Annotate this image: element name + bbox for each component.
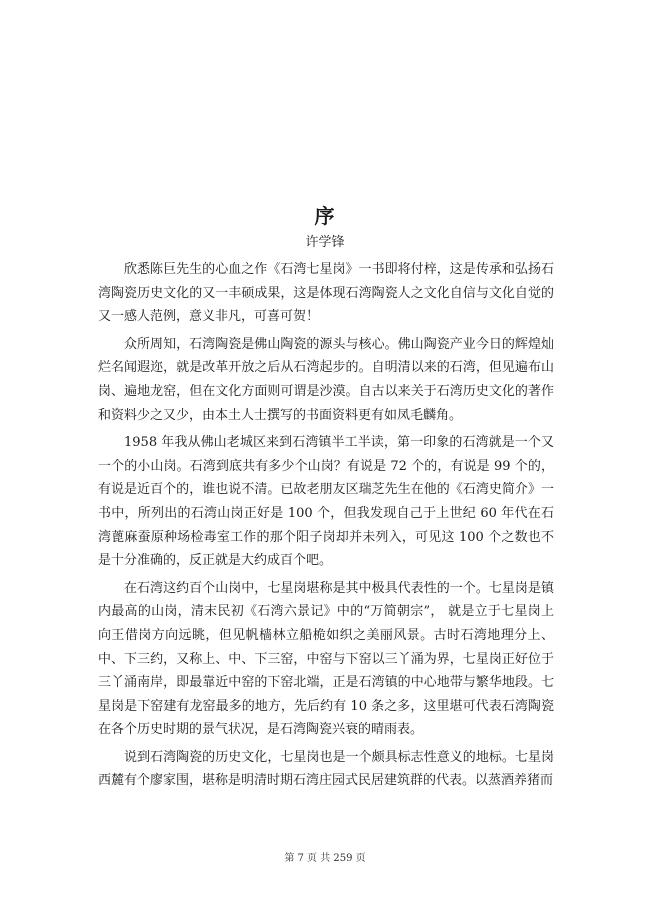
paragraph: 众所周知，石湾陶瓷是佛山陶瓷的源头与核心。佛山陶瓷产业今日的辉煌灿烂名闻遐迩，就是改革开放之后从石湾起步的。自明清以来的石湾，但见遍布山岗、遍地龙窑，但在文化方面则可谓是沙漠。自古以来关于石湾历史文化的著作和资料少之又少，由本土人士撰写的书面资料更有如凤毛麟角。 — [98, 336, 554, 423]
page-title: 序 — [314, 204, 336, 228]
paragraph: 欣悉陈巨先生的心血之作《石湾七星岗》一书即将付梓，这是传承和弘扬石湾陶瓷历史文化的又一丰硕成果，这是体现石湾陶瓷人之文化自信与文化自觉的又一感人范例，意义非凡，可喜可贺！ — [98, 262, 554, 325]
body-text — [98, 258, 554, 797]
page-number-footer: 第 7 页 共 259 页 — [284, 853, 366, 864]
author-name: 许学锋 — [305, 235, 345, 250]
paragraph: 在石湾这约百个山岗中，七星岗堪称是其中极具代表性的一个。七星岗是镇内最高的山岗，清末民初《石湾六景记》中的“万简朝宗”， 就是立于七星岗上向王借岗方向远眺，但见帆樯林立船桅如织之美丽风景。古时石湾地理分上、中、下三约，又称上、中、下三窑，中窑与下窑以三丫涌为界，七星岗正好位于三丫涌南岸，即最靠近中窑的下窑北端，正是石湾镇的中心地带与繁华地段。七星岗是下窑建有龙窑最多的地方，先后约有 10 条之多，这里堪可代表石湾陶瓷在各个历史时期的景气状况，是石湾陶瓷兴衰的晴雨表。 — [98, 580, 554, 738]
paragraph: 说到石湾陶瓷的历史文化，七星岗也是一个颇具标志性意义的地标。七星岗西麓有个廖家围，堪称是明清时期石湾庄园式民居建筑群的代表。以蒸酒养猪而 — [98, 749, 554, 789]
paragraph: 1958 年我从佛山老城区来到石湾镇半工半读，第一印象的石湾就是一个又一个的小山岗。石湾到底共有多少个山岗？有说是 72 个的，有说是 99 个的，有说是近百个的，谁也说不清。已故老朋友区瑞芝先生在他的《石湾史简介》一书中，所列出的石湾山岗正好是 100 个，但我发现自己于上世纪 60 年代在石湾蓖麻蚕原种场检毒室工作的那个阳子岗却并未列入，可见这 100 个之数也不是十分准确的，反正就是大约成百个吧。 — [98, 435, 554, 569]
